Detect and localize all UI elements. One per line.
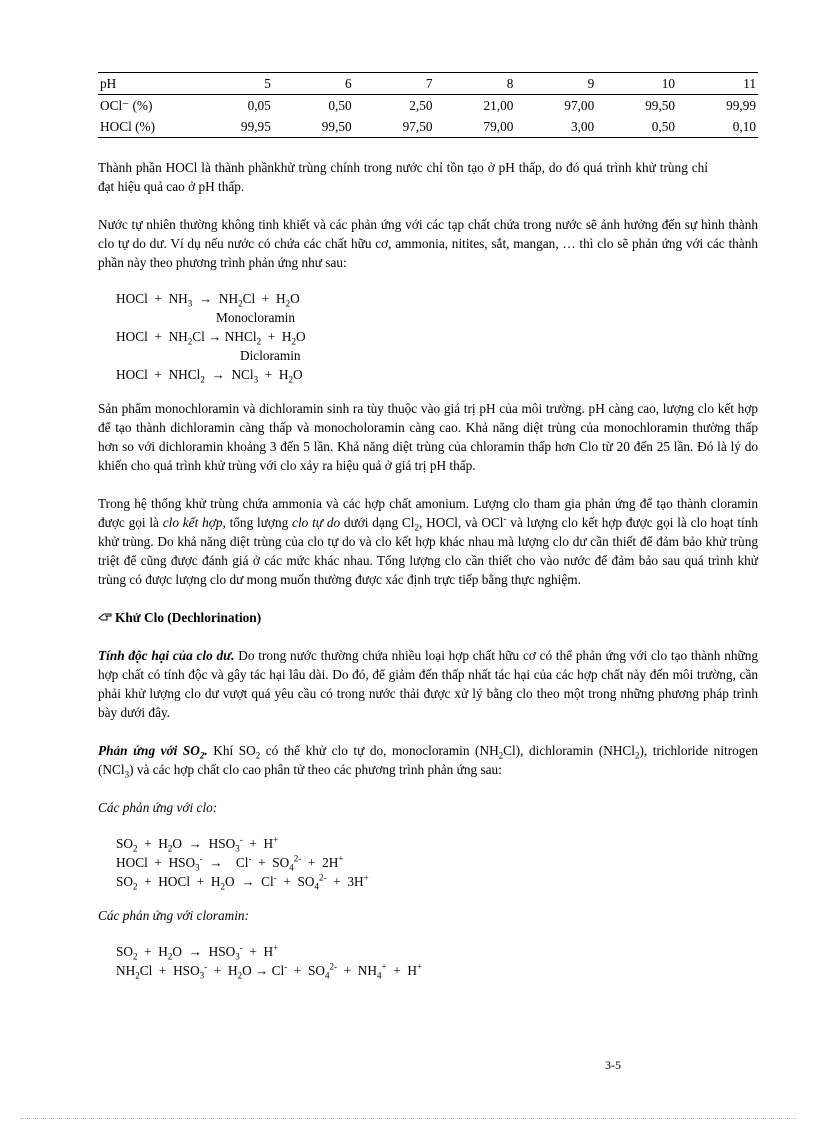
paragraph-ammonia-system: Trong hệ thống khử trùng chứa ammonia và các hợp chất amonium. Lượng clo tham gia phản ứng để tạo thành cloramin được gọi là clo kết hợp, tổng lượng clo tự do dưới dạng $Cl_2$, HOCl, và OCl- và lượng clo kết hợp được gọi là clo hoạt tính khử trùng. Do khả năng diệt trùng của clo tự do và clo kết hợp khác nhau mà lượng clo dư cần thiết để đảm bảo khử trùng triệt để cũng được đánh giá ở các mức khác nhau. Tổng lượng clo cần thiết cho vào nước để đảm bảo sau quá trình khử trùng có được lượng clo dư mong muốn thường được xác định trực tiếp bằng thực nghiệm.: [98, 496, 759, 587]
table-cell: 6: [273, 73, 354, 95]
equations-so2-chloramine: [116, 942, 758, 980]
table-cell: 0,10: [677, 116, 758, 138]
section-heading: Khử Clo (Dechlorination): [98, 608, 758, 627]
table-cell: 0,50: [596, 116, 677, 138]
table-cell: HOCl (%): [98, 116, 192, 138]
page-number: 3-5: [605, 1058, 621, 1072]
equations-chloramine: [116, 289, 758, 384]
table-cell: 0,50: [328, 98, 352, 113]
equation-2: HOCl + $NH_2Cl$ → NHCl$_2$ + $H_2O$: [116, 329, 306, 347]
table-cell: 99,99: [726, 98, 756, 113]
table-cell: 11: [677, 73, 758, 95]
table-header-row: [98, 73, 758, 95]
table-cell: 97,00: [564, 98, 595, 113]
paragraph-so2: Phản ứng với $SO_2$. Khí $SO_2$ có thể khử clo tự do, monocloramin $(NH_2Cl)$, dichloramin (NHCl$_2$), trichloride nitrogen (NCl$_3$) và các hợp chất clo cao phân tử theo các phương trình phản ứng sau:: [98, 743, 758, 780]
table-cell: 3,00: [515, 116, 596, 138]
paragraph-hocl: Thành phần HOCl là thành phầnkhử trùng chính trong nước chỉ tồn tạo ở pH thấp, do đó quá trình khử trùng chỉ đạt hiệu quả cao ở pH thấp.: [98, 160, 708, 194]
equations-so2-chlorine: [116, 834, 758, 891]
ph-table: [98, 72, 758, 138]
table-cell: 97,50: [354, 116, 435, 138]
equation-1-label: Monocloramin: [216, 310, 296, 325]
table-cell: 0,05: [247, 98, 271, 113]
equation-6: $SO_2$ + HOCl + $H_2O \to Cl^- + SO_4^{2-} + 3H^+$: [116, 872, 369, 892]
document-page: [98, 72, 758, 980]
table-cell: 5: [192, 73, 273, 95]
table-row: [98, 95, 758, 117]
table-cell: 79,00: [435, 116, 516, 138]
paragraph-toxicity: Tính độc hại của clo dư. Do trong nước thường chứa nhiều loại hợp chất hữu cơ có thể phản ứng với clo tạo thành những hợp chất có tính độc và gây tác hại lâu dài. Do đó, để giảm đến thấp nhất tác hại của các hợp chất này đến môi trường, cần phải khử lượng clo dư vượt quá yêu cầu có trong nước thải được xử lý bằng clo theo một trong những phương pháp trình bày dưới đây.: [98, 648, 759, 720]
pointing-hand-icon: [98, 608, 112, 618]
table-row: [98, 116, 758, 138]
table-cell: 10: [596, 73, 677, 95]
page-bottom-divider: [20, 1118, 796, 1119]
table-cell: 7: [354, 73, 435, 95]
subheading-chlorine-reactions: Các phản ứng với clo:: [98, 800, 218, 815]
equation-5: HOCl + $HSO_3^-$ → $Cl^- + SO_4^{2-} + 2H^+$: [116, 853, 344, 873]
equation-1: HOCl + $NH_3 \to NH_2Cl + H_2O$: [116, 291, 300, 309]
equation-2-label: Dicloramin: [240, 348, 301, 363]
paragraph-natural-water: Nước tự nhiên thường không tinh khiết và các phản ứng với các tạp chất chứa trong nước sẽ ảnh hưởng đến sự hình thành clo tự do dư. Ví dụ nếu nước có chứa các chất hữu cơ, ammonia, nitites, sắt, mangan, … thì clo sẽ phản ứng với các thành phần này theo phương trình phản ứng như sau:: [98, 217, 758, 270]
subheading-chloramine-reactions: Các phản ứng với cloramin:: [98, 908, 249, 923]
table-cell: OCl⁻ (%): [100, 98, 153, 113]
paragraph-products: Sản phẩm monochloramin và dichloramin sinh ra tùy thuộc vào giá trị pH của môi trường. pH càng cao, lượng clo kết hợp để tạo thành dichloramin càng thấp và monocholoramin càng cao. Khả năng diệt trùng của monochloramin thường thấp hơn so với dichloramin khoảng 3 đến 5 lần. Khả năng diệt trùng của chloramin thấp hơn Clo từ 20 đến 25 lần. Đó là lý do khiến cho quá trình khử trùng với clo xảy ra hiệu quả ở giá trị pH thấp.: [98, 401, 758, 473]
equation-8: $NH_2Cl + HSO_3^- + H_2O \to Cl^- + SO_4^{2-} + NH_4^+ + H^+$: [116, 961, 423, 981]
table-cell: 99,95: [192, 116, 273, 138]
table-cell: 21,00: [483, 98, 514, 113]
table-cell: pH: [98, 73, 192, 95]
table-cell: 8: [435, 73, 516, 95]
equation-4: $SO_2 + H_2O \to HSO_3^- + H^+$: [116, 834, 279, 854]
table-cell: 99,50: [645, 98, 676, 113]
equation-3: HOCl + NHCl$_2$ → $NCl_3 + H_2O$: [116, 367, 303, 385]
table-cell: 2,50: [409, 98, 433, 113]
table-cell: 9: [515, 73, 596, 95]
table-cell: 99,50: [273, 116, 354, 138]
equation-7: $SO_2 + H_2O \to HSO_3^- + H^+$: [116, 942, 279, 962]
